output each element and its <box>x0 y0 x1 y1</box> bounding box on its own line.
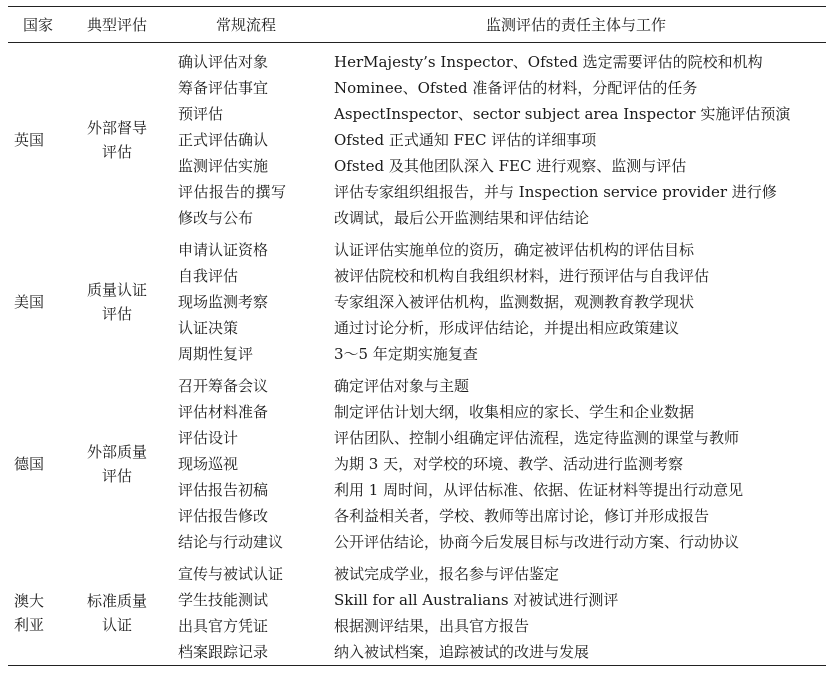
step: 确认评估对象 <box>178 53 269 71</box>
table-row <box>8 561 826 666</box>
work: 确定评估对象与主题 <box>334 377 470 395</box>
work: 被试完成学业，报名参与评估鉴定 <box>334 565 560 583</box>
country-cell <box>8 49 68 231</box>
table-row <box>8 49 826 231</box>
country-label-line2: 利亚 <box>14 616 45 634</box>
step: 监测评估实施 <box>178 157 269 175</box>
work: 通过讨论分析，形成评估结论，并提出相应政策建议 <box>334 319 680 337</box>
header-country: 国家 <box>8 7 68 43</box>
step: 筹备评估事宜 <box>178 79 269 97</box>
steps-cell <box>166 237 326 367</box>
type-label-line1: 外部质量 <box>86 443 147 461</box>
work: 被评估院校和机构自我组织材料，进行预评估与自我评估 <box>334 267 710 285</box>
type-cell <box>68 373 166 555</box>
country-label-line1: 澳大 <box>14 592 45 610</box>
table-row <box>8 237 826 367</box>
group-uk <box>8 43 826 232</box>
header-process: 常规流程 <box>166 7 326 43</box>
type-label-line2: 评估 <box>101 305 132 323</box>
step: 现场监测考察 <box>178 293 269 311</box>
step: 申请认证资格 <box>178 241 269 259</box>
header-responsibility: 监测评估的责任主体与工作 <box>326 7 826 43</box>
step: 认证决策 <box>178 319 239 337</box>
works-cell <box>326 561 826 666</box>
step: 现场巡视 <box>178 455 239 473</box>
work: Nominee、Ofsted 准备评估的材料，分配评估的任务 <box>334 79 698 97</box>
table-header-row <box>8 7 826 43</box>
type-label-line2: 认证 <box>101 616 132 634</box>
steps-cell <box>166 373 326 555</box>
group-us <box>8 231 826 367</box>
work: 3～5 年定期实施复查 <box>334 345 478 363</box>
evaluation-table <box>8 6 826 666</box>
type-label-line1: 质量认证 <box>86 281 147 299</box>
type-cell <box>68 561 166 666</box>
step: 档案跟踪记录 <box>178 643 269 661</box>
work: Ofsted 及其他团队深入 FEC 进行观察、监测与评估 <box>334 157 687 175</box>
work: 制定评估计划大纲，收集相应的家长、学生和企业数据 <box>334 403 695 421</box>
work: 各利益相关者，学校、教师等出席讨论，修订并形成报告 <box>334 507 710 525</box>
work: 纳入被试档案，追踪被试的改进与发展 <box>334 643 590 661</box>
step: 正式评估确认 <box>178 131 269 149</box>
work: 改调试，最后公开监测结果和评估结论 <box>334 209 590 227</box>
works-cell <box>326 373 826 555</box>
group-au <box>8 555 826 666</box>
work: HerMajesty’s Inspector、Ofsted 选定需要评估的院校和机构 <box>334 53 763 71</box>
work: 专家组深入被评估机构，监测数据，观测教育教学现状 <box>334 293 695 311</box>
work: 根据测评结果，出具官方报告 <box>334 617 530 635</box>
step: 评估报告修改 <box>178 507 269 525</box>
type-cell <box>68 49 166 231</box>
steps-cell <box>166 561 326 666</box>
step: 学生技能测试 <box>178 591 269 609</box>
country-cell <box>8 237 68 367</box>
work: Skill for all Australians 对被试进行测评 <box>334 591 619 609</box>
step: 出具官方凭证 <box>178 617 269 635</box>
type-label-line1: 标准质量 <box>86 592 147 610</box>
work: 认证评估实施单位的资历，确定被评估机构的评估目标 <box>334 241 695 259</box>
step: 评估报告的撰写 <box>178 183 287 201</box>
type-label-line2: 评估 <box>101 143 132 161</box>
country-cell <box>8 561 68 666</box>
country-cell <box>8 373 68 555</box>
table-row <box>8 373 826 555</box>
type-cell <box>68 237 166 367</box>
step: 召开筹备会议 <box>178 377 269 395</box>
country-label: 英国 <box>14 131 45 149</box>
step: 评估设计 <box>178 429 239 447</box>
step: 修改与公布 <box>178 209 254 227</box>
step: 周期性复评 <box>178 345 254 363</box>
work: AspectInspector、sector subject area Inspector 实施评估预演 <box>334 105 791 123</box>
type-label-line1: 外部督导 <box>86 119 147 137</box>
country-label: 德国 <box>14 455 45 473</box>
step: 宣传与被试认证 <box>178 565 284 583</box>
work: 评估专家组织组报告，并与 Inspection service provider 进行修 <box>334 183 777 201</box>
work: 利用 1 周时间，从评估标准、依据、佐证材料等提出行动意见 <box>334 481 744 499</box>
type-label-line2: 评估 <box>101 467 132 485</box>
country-label: 美国 <box>14 293 45 311</box>
step: 结论与行动建议 <box>178 533 284 551</box>
works-cell <box>326 237 826 367</box>
work: 为期 3 天，对学校的环境、教学、活动进行监测考察 <box>334 455 684 473</box>
work: 公开评估结论，协商今后发展目标与改进行动方案、行动协议 <box>334 533 740 551</box>
group-de <box>8 367 826 555</box>
step: 评估报告初稿 <box>178 481 269 499</box>
header-type: 典型评估 <box>68 7 166 43</box>
step: 预评估 <box>178 105 224 123</box>
work: 评估团队、控制小组确定评估流程，选定待监测的课堂与教师 <box>334 429 740 447</box>
work: Ofsted 正式通知 FEC 评估的详细事项 <box>334 131 597 149</box>
steps-cell <box>166 49 326 231</box>
step: 自我评估 <box>178 267 239 285</box>
step: 评估材料准备 <box>178 403 269 421</box>
works-cell <box>326 49 826 231</box>
